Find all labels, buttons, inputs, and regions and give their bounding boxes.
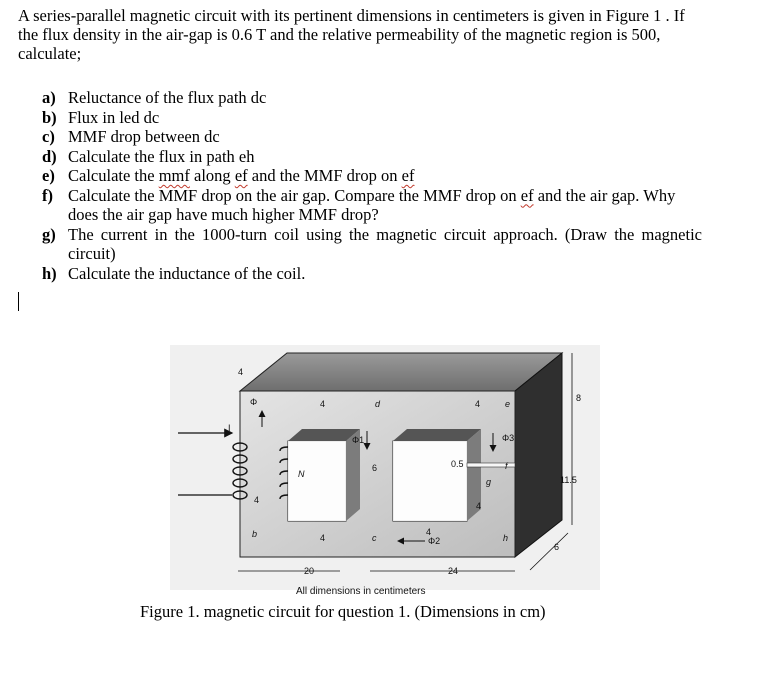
- label-dim-4-top-left: 4: [238, 367, 244, 377]
- question-c: [42, 127, 702, 147]
- text-segment: and the air gap. Why does the air gap have much higher MMF drop?: [68, 185, 676, 224]
- figure-svg: [170, 345, 600, 590]
- question-b: [42, 108, 702, 128]
- label-dim-11-5: 11.5: [560, 475, 577, 485]
- question-text: Flux in led dc: [68, 107, 160, 127]
- window2-top-depth: [393, 429, 481, 441]
- question-text: [68, 186, 702, 225]
- question-h: [42, 264, 702, 284]
- question-text: MMF drop between dc: [68, 127, 220, 146]
- spellcheck-word: ef: [401, 166, 415, 185]
- text-segment: and the MMF drop on: [247, 166, 402, 185]
- label-c: c: [372, 533, 377, 543]
- text-cursor[interactable]: [18, 292, 19, 311]
- question-g: [42, 225, 702, 264]
- question-letter: h): [42, 263, 57, 283]
- label-dim-4-bottom-mid: 4: [320, 533, 326, 543]
- label-dim-20: 20: [304, 566, 315, 576]
- label-dim-6-depth: 6: [554, 542, 560, 552]
- question-letter: e): [42, 166, 55, 185]
- label-turns: N: [298, 469, 305, 479]
- text-segment: along: [189, 166, 235, 185]
- question-text: The current in the 1000-turn coil using the magnetic circuit approach. (Draw the magnetic circuit): [68, 224, 702, 263]
- text-segment: Calculate the: [68, 166, 159, 185]
- question-letter: b): [42, 107, 57, 127]
- label-g: g: [486, 477, 492, 487]
- question-list: [42, 88, 702, 283]
- magnetic-circuit-figure: [170, 345, 600, 590]
- label-dim-24: 24: [448, 566, 459, 576]
- question-letter: g): [42, 224, 56, 244]
- question-text: [68, 166, 702, 186]
- label-f: f: [505, 461, 508, 471]
- label-phi1: Φ1: [352, 435, 365, 445]
- question-d: [42, 147, 702, 167]
- label-dim-8: 8: [576, 393, 582, 403]
- label-dim-4-top-right: 4: [475, 399, 481, 409]
- window2-opening: [393, 441, 467, 521]
- label-dim-6: 6: [372, 463, 378, 473]
- question-text: Calculate the inductance of the coil.: [68, 263, 306, 283]
- label-dim-4-right: 4: [476, 501, 482, 511]
- question-letter: c): [42, 127, 55, 146]
- question-letter: a): [42, 88, 56, 107]
- question-text: Calculate the flux in path eh: [68, 146, 255, 166]
- label-phi2: Φ2: [428, 536, 441, 546]
- label-d: d: [375, 399, 381, 409]
- label-dim-4-left: 4: [254, 495, 260, 505]
- problem-intro: A series-parallel magnetic circuit with its pertinent dimensions in centimeters is given in Figure 1 . If the flux density in the air-gap is 0.6 T and the relative permeability of the magnetic region is 500, calculate;: [18, 6, 685, 63]
- question-f: [42, 186, 702, 225]
- window1-opening: [288, 441, 346, 521]
- question-a: [42, 88, 702, 108]
- text-segment: Calculate the MMF drop on the air gap. Compare the MMF drop on: [68, 185, 521, 205]
- label-e: e: [505, 399, 511, 409]
- core-top-face: [240, 353, 562, 391]
- spellcheck-word: mmf: [158, 166, 190, 185]
- figure-caption: Figure 1. magnetic circuit for question 1. (Dimensions in cm): [140, 602, 546, 621]
- question-e: [42, 166, 702, 186]
- label-current: I: [228, 423, 231, 433]
- label-dim-4-top-mid: 4: [320, 399, 326, 409]
- question-letter: d): [42, 146, 57, 166]
- question-text: Reluctance of the flux path dc: [68, 88, 267, 107]
- label-phi3: Φ3: [502, 433, 515, 443]
- question-letter: f): [42, 185, 53, 205]
- label-h: h: [503, 533, 509, 543]
- label-gap: 0.5: [451, 459, 464, 469]
- air-gap: [467, 463, 515, 467]
- label-dim-4-bottom-right: 4: [426, 527, 432, 537]
- label-b: b: [252, 529, 258, 539]
- dimension-note: All dimensions in centimeters: [296, 586, 426, 597]
- spellcheck-word: ef: [520, 185, 534, 205]
- label-phi: Φ: [250, 397, 258, 407]
- spellcheck-word: ef: [234, 166, 248, 185]
